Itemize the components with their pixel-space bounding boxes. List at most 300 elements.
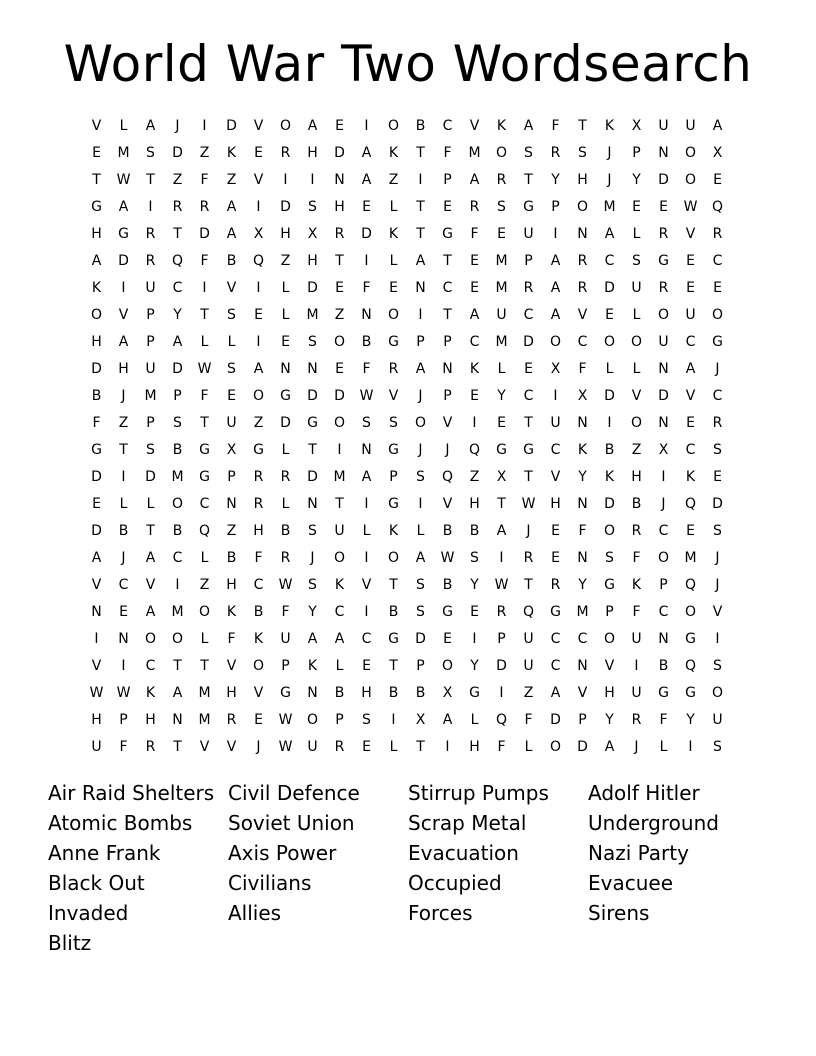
- grid-letter: B: [172, 442, 183, 458]
- word-item: Allies: [228, 901, 282, 925]
- grid-letter: V: [253, 172, 264, 188]
- grid-letter: S: [389, 415, 398, 431]
- grid-letter: Y: [578, 577, 587, 593]
- grid-letter: A: [604, 226, 615, 242]
- grid-letter: G: [118, 226, 129, 242]
- grid-letter: E: [254, 145, 263, 161]
- word-item: Underground: [588, 811, 719, 835]
- grid-letter: M: [144, 388, 157, 404]
- grid-letter: S: [308, 199, 317, 215]
- grid-letter: T: [524, 415, 533, 431]
- grid-letter: E: [254, 712, 263, 728]
- grid-letter: U: [550, 415, 561, 431]
- grid-letter: E: [335, 280, 344, 296]
- grid-letter: S: [497, 199, 506, 215]
- grid-letter: R: [280, 469, 291, 485]
- grid-letter: C: [199, 496, 210, 512]
- grid-letter: Z: [118, 415, 129, 431]
- grid-letter: X: [712, 145, 723, 161]
- grid-letter: Z: [523, 685, 534, 701]
- grid-letter: A: [226, 199, 237, 215]
- grid-letter: O: [576, 199, 589, 215]
- grid-letter: S: [227, 361, 236, 377]
- grid-letter: D: [604, 496, 615, 512]
- grid-row: [83, 734, 731, 761]
- grid-letter: K: [469, 361, 480, 377]
- grid-letter: B: [334, 685, 345, 701]
- grid-letter: U: [631, 631, 642, 647]
- grid-letter: A: [712, 118, 723, 134]
- grid-letter: V: [442, 496, 453, 512]
- grid-letter: A: [172, 685, 183, 701]
- grid-row: [83, 626, 731, 653]
- grid-letter: I: [256, 334, 261, 350]
- grid-letter: G: [388, 631, 399, 647]
- grid-letter: L: [200, 631, 209, 647]
- grid-letter: N: [280, 361, 291, 377]
- grid-letter: Z: [199, 577, 210, 593]
- grid-letter: G: [91, 442, 102, 458]
- grid-letter: T: [497, 496, 506, 512]
- grid-letter: M: [495, 253, 508, 269]
- grid-row: [83, 464, 731, 491]
- grid-letter: T: [308, 442, 317, 458]
- grid-letter: A: [361, 172, 372, 188]
- grid-letter: B: [253, 604, 264, 620]
- grid-letter: K: [388, 145, 399, 161]
- grid-letter: M: [576, 604, 589, 620]
- grid-letter: L: [200, 334, 209, 350]
- grid-row: [83, 410, 731, 437]
- grid-row: [83, 383, 731, 410]
- grid-letter: Z: [334, 307, 345, 323]
- grid-letter: N: [172, 712, 183, 728]
- grid-letter: T: [335, 496, 344, 512]
- grid-letter: B: [361, 334, 372, 350]
- grid-letter: A: [550, 253, 561, 269]
- grid-letter: V: [199, 739, 210, 755]
- grid-letter: N: [658, 631, 669, 647]
- grid-letter: O: [387, 550, 400, 566]
- word-item: Forces: [408, 901, 473, 925]
- grid-letter: T: [92, 172, 101, 188]
- grid-letter: L: [389, 199, 398, 215]
- grid-letter: O: [171, 631, 184, 647]
- grid-letter: Q: [198, 523, 211, 539]
- grid-letter: J: [526, 523, 531, 539]
- word-item: Adolf Hitler: [588, 781, 700, 805]
- grid-letter: A: [91, 253, 102, 269]
- grid-letter: S: [713, 442, 722, 458]
- grid-letter: I: [418, 172, 423, 188]
- grid-letter: B: [172, 523, 183, 539]
- grid-letter: S: [146, 145, 155, 161]
- grid-letter: D: [91, 523, 102, 539]
- grid-letter: I: [499, 550, 504, 566]
- grid-letter: O: [333, 334, 346, 350]
- grid-letter: B: [469, 523, 480, 539]
- grid-letter: V: [226, 280, 237, 296]
- grid-letter: Y: [605, 712, 614, 728]
- grid-letter: E: [686, 415, 695, 431]
- grid-letter: R: [523, 550, 534, 566]
- grid-letter: O: [684, 172, 697, 188]
- grid-letter: H: [118, 361, 129, 377]
- grid-letter: O: [549, 334, 562, 350]
- grid-letter: S: [416, 577, 425, 593]
- grid-letter: I: [364, 550, 369, 566]
- grid-letter: W: [197, 361, 212, 377]
- grid-letter: N: [118, 631, 129, 647]
- letter-grid: [83, 113, 731, 761]
- grid-letter: U: [523, 658, 534, 674]
- grid-letter: K: [496, 118, 507, 134]
- grid-letter: B: [388, 604, 399, 620]
- grid-letter: F: [281, 604, 290, 620]
- grid-letter: S: [362, 712, 371, 728]
- grid-letter: L: [362, 523, 371, 539]
- grid-letter: W: [116, 685, 131, 701]
- grid-letter: P: [578, 712, 587, 728]
- grid-letter: F: [227, 631, 236, 647]
- grid-letter: Y: [470, 658, 479, 674]
- grid-letter: I: [391, 712, 396, 728]
- grid-letter: Y: [497, 388, 506, 404]
- grid-letter: I: [364, 496, 369, 512]
- grid-letter: Z: [469, 469, 480, 485]
- grid-letter: N: [658, 361, 669, 377]
- grid-letter: N: [334, 172, 345, 188]
- grid-letter: I: [256, 280, 261, 296]
- word-item: Blitz: [48, 931, 92, 955]
- grid-letter: M: [117, 145, 130, 161]
- grid-letter: Z: [280, 253, 291, 269]
- grid-letter: E: [443, 631, 452, 647]
- grid-letter: E: [362, 739, 371, 755]
- grid-letter: N: [361, 442, 372, 458]
- grid-letter: J: [715, 577, 720, 593]
- word-column: [228, 778, 408, 958]
- grid-letter: L: [659, 739, 668, 755]
- grid-row: [83, 329, 731, 356]
- grid-letter: Y: [470, 577, 479, 593]
- grid-letter: A: [469, 307, 480, 323]
- grid-letter: C: [685, 334, 696, 350]
- grid-letter: O: [198, 604, 211, 620]
- grid-letter: E: [389, 280, 398, 296]
- grid-letter: K: [388, 226, 399, 242]
- grid-letter: E: [227, 388, 236, 404]
- grid-letter: P: [551, 199, 560, 215]
- grid-letter: B: [388, 685, 399, 701]
- grid-letter: S: [605, 550, 614, 566]
- grid-letter: D: [91, 469, 102, 485]
- grid-letter: H: [550, 496, 561, 512]
- grid-letter: V: [631, 388, 642, 404]
- grid-letter: Y: [578, 469, 587, 485]
- grid-letter: C: [442, 280, 453, 296]
- grid-letter: O: [387, 307, 400, 323]
- grid-letter: D: [172, 145, 183, 161]
- grid-letter: K: [226, 604, 237, 620]
- grid-letter: F: [443, 145, 452, 161]
- grid-letter: E: [362, 199, 371, 215]
- grid-letter: F: [200, 172, 209, 188]
- grid-letter: M: [495, 280, 508, 296]
- grid-letter: A: [118, 199, 129, 215]
- grid-letter: T: [443, 307, 452, 323]
- grid-letter: A: [334, 631, 345, 647]
- grid-letter: S: [308, 523, 317, 539]
- grid-letter: S: [470, 550, 479, 566]
- grid-letter: W: [440, 550, 455, 566]
- grid-letter: M: [495, 334, 508, 350]
- grid-letter: F: [578, 523, 587, 539]
- grid-letter: I: [607, 415, 612, 431]
- grid-letter: H: [469, 496, 480, 512]
- grid-letter: O: [441, 658, 454, 674]
- grid-letter: E: [686, 523, 695, 539]
- grid-letter: F: [524, 712, 533, 728]
- grid-letter: N: [577, 226, 588, 242]
- grid-letter: R: [334, 739, 345, 755]
- grid-letter: Z: [226, 172, 237, 188]
- grid-letter: I: [283, 172, 288, 188]
- grid-letter: J: [661, 496, 666, 512]
- word-item: Occupied: [408, 871, 502, 895]
- grid-letter: N: [442, 361, 453, 377]
- grid-letter: R: [199, 199, 210, 215]
- grid-letter: X: [658, 442, 669, 458]
- grid-letter: X: [226, 442, 237, 458]
- grid-letter: B: [226, 253, 237, 269]
- grid-letter: K: [307, 658, 318, 674]
- grid-letter: O: [603, 334, 616, 350]
- word-column: [408, 778, 588, 958]
- grid-letter: A: [361, 469, 372, 485]
- grid-letter: R: [253, 469, 264, 485]
- grid-letter: L: [605, 361, 614, 377]
- grid-letter: E: [335, 118, 344, 134]
- grid-row: [83, 518, 731, 545]
- grid-letter: G: [388, 334, 399, 350]
- grid-letter: W: [494, 577, 509, 593]
- grid-letter: G: [550, 604, 561, 620]
- grid-letter: B: [415, 118, 426, 134]
- grid-letter: R: [631, 712, 642, 728]
- grid-letter: U: [658, 118, 669, 134]
- grid-letter: J: [310, 550, 315, 566]
- grid-letter: T: [416, 739, 425, 755]
- grid-letter: A: [442, 712, 453, 728]
- grid-letter: D: [199, 226, 210, 242]
- grid-letter: O: [144, 631, 157, 647]
- grid-letter: G: [253, 442, 264, 458]
- grid-letter: S: [713, 739, 722, 755]
- word-item: Scrap Metal: [408, 811, 527, 835]
- grid-letter: D: [658, 172, 669, 188]
- grid-letter: N: [577, 658, 588, 674]
- grid-letter: E: [362, 658, 371, 674]
- grid-letter: L: [119, 118, 128, 134]
- grid-letter: P: [443, 334, 452, 350]
- grid-letter: A: [550, 685, 561, 701]
- grid-letter: X: [415, 712, 426, 728]
- grid-letter: C: [712, 253, 723, 269]
- grid-letter: M: [306, 307, 319, 323]
- grid-letter: V: [361, 577, 372, 593]
- grid-row: [83, 140, 731, 167]
- grid-letter: R: [496, 172, 507, 188]
- grid-letter: M: [603, 199, 616, 215]
- word-item: Axis Power: [228, 841, 337, 865]
- grid-letter: P: [281, 658, 290, 674]
- grid-letter: K: [685, 469, 696, 485]
- grid-letter: L: [281, 496, 290, 512]
- grid-letter: V: [145, 577, 156, 593]
- grid-letter: D: [118, 253, 129, 269]
- grid-letter: S: [146, 442, 155, 458]
- grid-letter: Q: [441, 469, 454, 485]
- grid-letter: L: [335, 658, 344, 674]
- grid-letter: P: [146, 415, 155, 431]
- grid-letter: R: [145, 253, 156, 269]
- grid-letter: O: [630, 334, 643, 350]
- grid-letter: H: [253, 523, 264, 539]
- grid-letter: K: [577, 442, 588, 458]
- grid-letter: C: [361, 631, 372, 647]
- grid-letter: I: [148, 199, 153, 215]
- grid-letter: H: [226, 577, 237, 593]
- grid-letter: N: [361, 307, 372, 323]
- grid-letter: E: [632, 199, 641, 215]
- word-item: Anne Frank: [48, 841, 161, 865]
- grid-letter: R: [469, 199, 480, 215]
- grid-letter: N: [307, 496, 318, 512]
- grid-letter: L: [632, 226, 641, 242]
- grid-letter: A: [550, 280, 561, 296]
- grid-letter: A: [415, 253, 426, 269]
- grid-letter: R: [145, 226, 156, 242]
- grid-letter: D: [604, 280, 615, 296]
- grid-letter: S: [416, 604, 425, 620]
- grid-letter: O: [333, 415, 346, 431]
- grid-letter: O: [603, 523, 616, 539]
- grid-letter: D: [307, 280, 318, 296]
- grid-letter: K: [253, 631, 264, 647]
- grid-letter: E: [551, 550, 560, 566]
- grid-letter: V: [226, 739, 237, 755]
- grid-letter: R: [712, 226, 723, 242]
- grid-letter: S: [632, 253, 641, 269]
- grid-letter: P: [227, 469, 236, 485]
- grid-letter: G: [442, 226, 453, 242]
- grid-letter: F: [632, 550, 641, 566]
- grid-letter: D: [523, 334, 534, 350]
- grid-letter: L: [200, 550, 209, 566]
- grid-letter: D: [280, 415, 291, 431]
- word-item: Civil Defence: [228, 781, 360, 805]
- grid-letter: A: [550, 307, 561, 323]
- grid-letter: L: [119, 496, 128, 512]
- grid-letter: Z: [199, 145, 210, 161]
- grid-letter: J: [121, 550, 126, 566]
- grid-letter: U: [685, 118, 696, 134]
- grid-letter: I: [121, 469, 126, 485]
- grid-letter: S: [713, 523, 722, 539]
- grid-letter: X: [550, 361, 561, 377]
- grid-letter: V: [388, 388, 399, 404]
- grid-letter: K: [604, 118, 615, 134]
- grid-letter: O: [252, 658, 265, 674]
- grid-letter: V: [253, 685, 264, 701]
- grid-letter: A: [361, 145, 372, 161]
- grid-row: [83, 707, 731, 734]
- grid-letter: I: [472, 631, 477, 647]
- grid-letter: V: [253, 118, 264, 134]
- grid-letter: U: [334, 523, 345, 539]
- grid-letter: P: [389, 469, 398, 485]
- grid-letter: C: [604, 253, 615, 269]
- grid-letter: Q: [252, 253, 265, 269]
- grid-letter: C: [523, 388, 534, 404]
- grid-letter: R: [145, 739, 156, 755]
- grid-letter: K: [388, 523, 399, 539]
- grid-letter: P: [605, 604, 614, 620]
- grid-letter: M: [468, 145, 481, 161]
- grid-letter: E: [713, 280, 722, 296]
- grid-row: [83, 113, 731, 140]
- grid-letter: E: [713, 469, 722, 485]
- grid-row: [83, 356, 731, 383]
- grid-letter: D: [91, 361, 102, 377]
- grid-letter: T: [416, 199, 425, 215]
- grid-letter: F: [200, 253, 209, 269]
- grid-letter: N: [658, 415, 669, 431]
- grid-letter: W: [521, 496, 536, 512]
- grid-letter: I: [418, 307, 423, 323]
- grid-letter: D: [550, 712, 561, 728]
- grid-letter: L: [281, 442, 290, 458]
- grid-letter: W: [116, 172, 131, 188]
- grid-letter: J: [445, 442, 450, 458]
- grid-letter: T: [146, 523, 155, 539]
- grid-letter: L: [470, 712, 479, 728]
- grid-letter: I: [634, 658, 639, 674]
- grid-letter: C: [712, 388, 723, 404]
- grid-letter: A: [307, 118, 318, 134]
- grid-letter: A: [145, 604, 156, 620]
- grid-letter: U: [226, 415, 237, 431]
- grid-letter: V: [469, 118, 480, 134]
- grid-letter: H: [577, 172, 588, 188]
- grid-letter: Y: [686, 712, 695, 728]
- grid-letter: F: [92, 415, 101, 431]
- grid-letter: J: [175, 118, 180, 134]
- grid-letter: E: [470, 388, 479, 404]
- grid-letter: P: [335, 712, 344, 728]
- grid-letter: Q: [684, 658, 697, 674]
- grid-letter: G: [658, 685, 669, 701]
- grid-letter: D: [280, 199, 291, 215]
- grid-letter: T: [146, 172, 155, 188]
- grid-letter: I: [256, 199, 261, 215]
- grid-letter: W: [278, 712, 293, 728]
- grid-letter: B: [118, 523, 129, 539]
- grid-letter: M: [171, 469, 184, 485]
- grid-letter: D: [334, 388, 345, 404]
- grid-letter: H: [334, 199, 345, 215]
